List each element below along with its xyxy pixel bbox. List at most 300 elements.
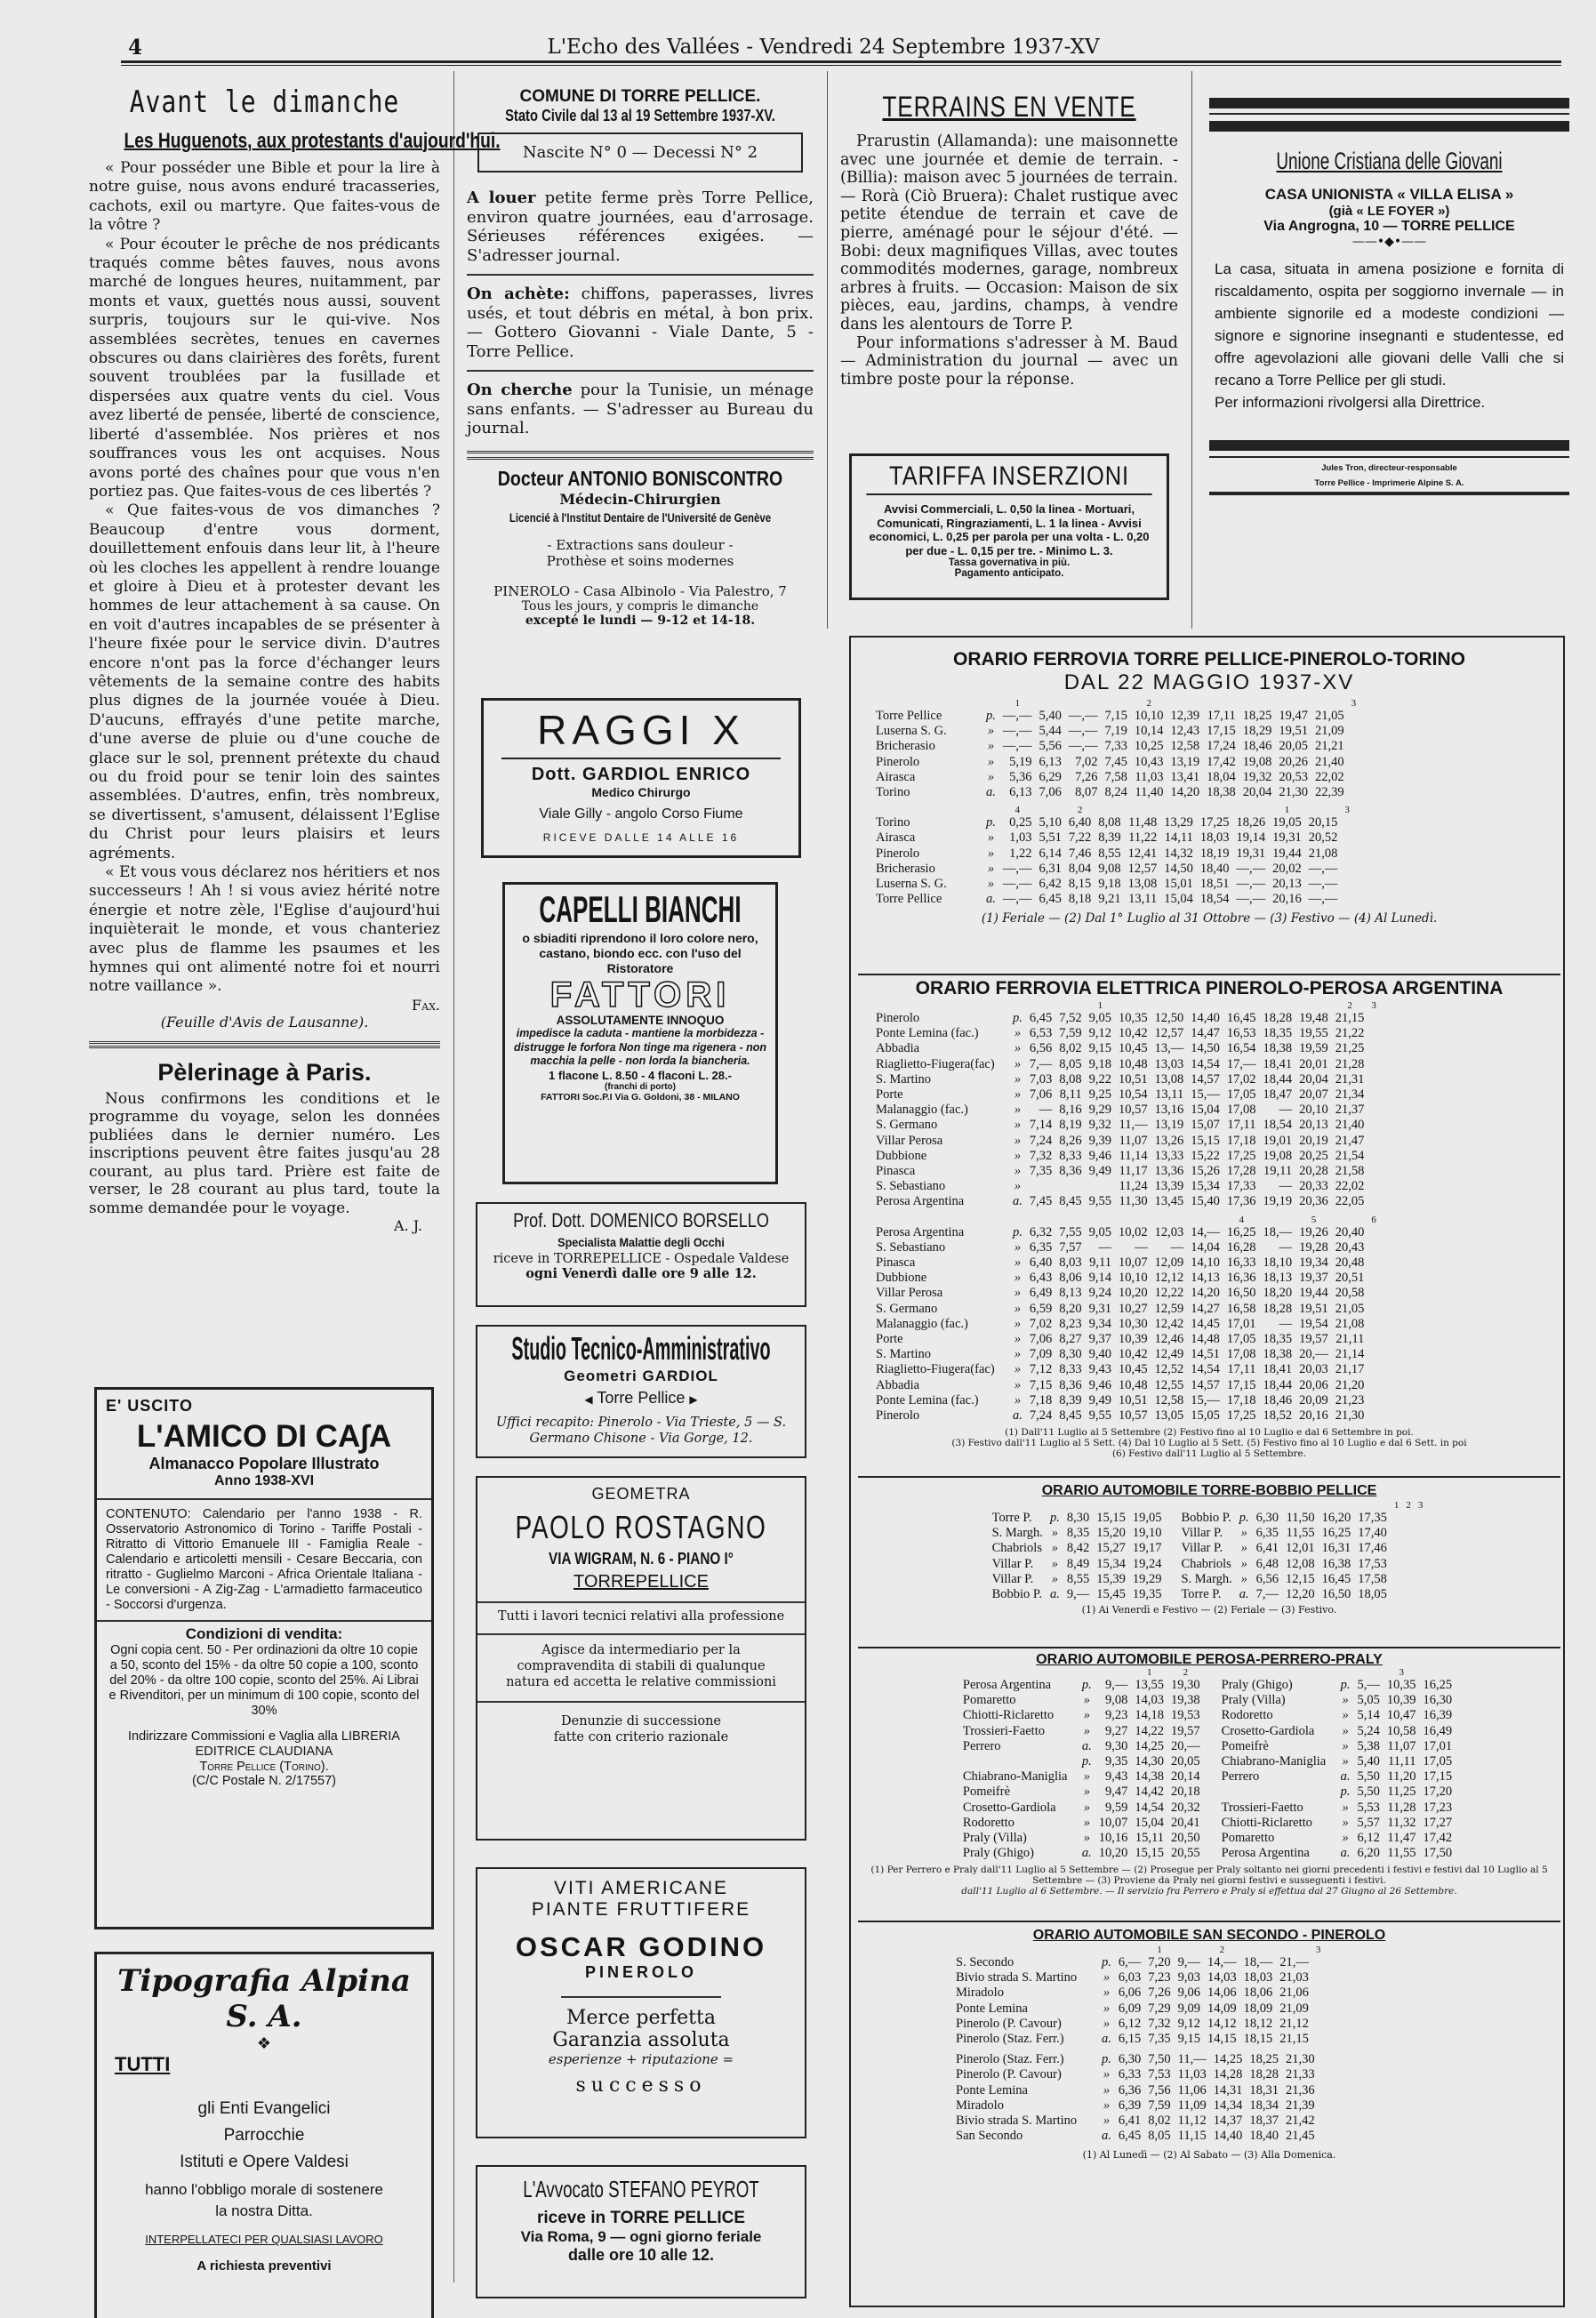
time-cell: 8,55 [1066, 1571, 1090, 1586]
time-cell: 14,38 [1135, 1769, 1164, 1785]
time-cell: 20,40 [1335, 1224, 1365, 1239]
station-name: Crosetto-Gardiola [962, 1800, 1056, 1815]
bonis-line: Licencié à l'Institut Dentaire de l'Université de Genève [509, 510, 772, 525]
time-cell: 7,09 [1029, 1347, 1053, 1362]
time-cell: 7,23 [1148, 1970, 1171, 1985]
timetable-row [956, 2098, 1319, 2113]
footnote-mark [1167, 699, 1204, 709]
time-cell: 20,32 [1171, 1800, 1200, 1815]
timetable-row [876, 1118, 1380, 1133]
station-name: S. Martino [876, 1071, 932, 1087]
timetable-mark: » [1014, 1255, 1022, 1271]
timetable-row [876, 785, 1359, 800]
time-cell: 13,41 [1170, 769, 1200, 784]
station-name: Chiabrano-Maniglia [1221, 1754, 1327, 1769]
timetable-row [876, 1011, 1380, 1026]
unione-top-bars [1209, 98, 1569, 132]
station-name: Ponte Lemina [956, 2001, 1028, 2016]
borsello-ad [476, 1202, 806, 1307]
station-name: Pomeifrè [962, 1785, 1011, 1800]
time-cell: 7,— [1029, 1056, 1053, 1071]
time-cell: 10,10 [1134, 709, 1164, 723]
timetable-row [963, 1678, 1204, 1693]
time-cell: 15,11 [1135, 1831, 1164, 1846]
footnote-mark [1055, 1215, 1085, 1225]
timetable-mark: » [1342, 1708, 1349, 1723]
time-cell: 21,25 [1335, 1041, 1365, 1056]
time-cell: 14,27 [1191, 1301, 1220, 1316]
time-cell: 13,05 [1154, 1408, 1184, 1424]
time-cell: 21,58 [1335, 1164, 1365, 1179]
timetable-footnote-row [956, 1945, 1324, 1955]
station-name: Villar Perosa [876, 1133, 943, 1148]
time-cell: 14,54 [1191, 1056, 1220, 1071]
time-cell: 12,57 [1127, 861, 1158, 876]
timetable-mark: » [987, 739, 995, 754]
time-cell: —,— [1236, 861, 1266, 876]
time-cell: 6,40 [1029, 1255, 1053, 1271]
time-cell: 9,21 [1098, 892, 1121, 907]
timetable-mark: » [1014, 1041, 1022, 1056]
time-cell: 18,12 [1243, 2016, 1273, 2031]
time-cell: 7,18 [1029, 1392, 1053, 1408]
time-cell: 10,57 [1119, 1103, 1148, 1118]
time-cell: 14,34 [1213, 2097, 1243, 2113]
time-cell: 12,09 [1154, 1255, 1184, 1271]
time-cell: 9,40 [1088, 1347, 1111, 1362]
time-cell: 14,22 [1135, 1723, 1164, 1738]
time-cell: 9,12 [1088, 1026, 1111, 1041]
timetable-mark: a. [1340, 1846, 1351, 1861]
timetable-row [956, 1970, 1324, 1985]
ornament-rule [89, 1041, 440, 1048]
time-cell: 15,04 [1164, 892, 1193, 907]
time-cell: 10,16 [1098, 1831, 1128, 1846]
time-cell: 12,01 [1286, 1541, 1315, 1556]
time-cell: 9,09 [1177, 2001, 1200, 2016]
time-cell: — [1279, 1103, 1293, 1118]
time-cell: 11,06 [1177, 2082, 1207, 2097]
capelli-title: CAPELLI BIANCHI [539, 888, 742, 930]
time-cell: 14,57 [1191, 1071, 1220, 1087]
capelli-line: o sbiaditi riprendono il loro colore nero, castano, biondo ecc. con l'uso del Ristoratore [522, 931, 758, 975]
time-cell: 9,29 [1088, 1103, 1111, 1118]
time-cell: 21,39 [1285, 2097, 1315, 2113]
time-cell: 6,45 [1039, 892, 1062, 907]
time-cell: 9,— [1105, 1678, 1128, 1692]
raggi-title: RAGGI X [537, 707, 745, 753]
timetable [1222, 1668, 1456, 1861]
time-cell: 18,35 [1263, 1332, 1293, 1347]
amico-ccp: (C/C Postale N. 2/17557) [192, 1774, 336, 1788]
time-cell: 5,51 [1039, 830, 1062, 846]
orario1-subtitle: DAL 22 MAGGIO 1937-XV [1063, 670, 1355, 694]
time-cell: 20,50 [1171, 1831, 1200, 1846]
time-cell: 20,09 [1299, 1392, 1328, 1408]
time-cell: 20,10 [1299, 1103, 1328, 1118]
time-cell: 7,45 [1029, 1194, 1053, 1209]
time-cell: 16,45 [1226, 1011, 1256, 1025]
time-cell: 5,36 [1009, 769, 1032, 784]
timetable [956, 1945, 1324, 2047]
footnote-mark: 1 [1157, 1945, 1162, 1955]
station-name: Bricherasio [876, 861, 935, 876]
time-cell: 11,48 [1128, 815, 1158, 830]
station-name: Torino [876, 815, 910, 830]
timetable-mark: » [1014, 1056, 1022, 1071]
time-cell: 14,30 [1135, 1754, 1164, 1769]
time-cell: 17,05 [1226, 1087, 1256, 1103]
footnote-mark [1332, 1215, 1368, 1225]
time-cell: 17,24 [1207, 739, 1236, 754]
time-cell: 13,08 [1154, 1071, 1184, 1087]
time-cell: 6,45 [1029, 1011, 1053, 1025]
timetable-row [992, 1572, 1427, 1587]
timetable-mark: » [987, 846, 995, 861]
timetable-mark: » [1103, 2097, 1111, 2113]
timetable-mark: p. [986, 815, 996, 830]
station-name: Porte [876, 1087, 903, 1103]
timetable-row [1222, 1769, 1456, 1785]
time-cell: 17,42 [1207, 754, 1236, 769]
timetable-row [876, 1134, 1380, 1149]
timetable-row [876, 1271, 1380, 1286]
station-name: Chiabrano-Maniglia [962, 1769, 1068, 1785]
timetable-mark: » [1103, 2016, 1111, 2031]
time-cell: 9,39 [1088, 1133, 1111, 1148]
capelli-line: ASSOLUTAMENTE INNOQUO [556, 1014, 725, 1027]
timetable-row [956, 2001, 1324, 2017]
timetable-mark: » [987, 754, 995, 769]
time-cell: 21,20 [1335, 1377, 1365, 1392]
time-cell: 12,03 [1154, 1224, 1184, 1239]
studio-title: Studio Tecnico-Amministrativo [511, 1330, 771, 1367]
tipografia-alpina-ad [94, 1952, 434, 2318]
time-cell: 10,57 [1119, 1408, 1148, 1424]
amico-sub1: Almanacco Popolare Illustrato [148, 1455, 380, 1472]
nascite-box: Nascite N° 0 — Decessi N° 2 [477, 132, 803, 172]
time-cell: —,— [1068, 709, 1098, 723]
timetable-row [963, 1831, 1204, 1846]
time-cell: 11,12 [1177, 2113, 1207, 2129]
time-cell: 12,08 [1286, 1556, 1315, 1571]
timetable-row [876, 1026, 1380, 1041]
orario3-title: ORARIO AUTOMOBILE TORRE-BOBBIO PELLICE [1041, 1483, 1377, 1498]
time-cell: 5,10 [1039, 815, 1062, 830]
station-name: Torre P. [991, 1511, 1032, 1525]
station-name: Praly (Villa) [962, 1831, 1027, 1846]
footnote-mark [1260, 1001, 1296, 1011]
raggi-line: RICEVE DALLE 14 ALLE 16 [542, 831, 740, 844]
time-cell: 12,12 [1154, 1271, 1184, 1286]
station-name: Villar P. [991, 1556, 1034, 1571]
time-cell: 8,11 [1059, 1087, 1082, 1103]
timetable-mark: a. [1340, 1769, 1351, 1785]
time-cell: 13,11 [1155, 1087, 1184, 1103]
footnote-mark [1175, 1945, 1204, 1955]
time-cell: 9,27 [1105, 1723, 1128, 1738]
station-name: Pinasca [876, 1164, 916, 1179]
time-cell: 10,42 [1119, 1026, 1148, 1041]
station-name: Chiotti-Riclaretto [962, 1708, 1055, 1723]
time-cell: 6,53 [1029, 1026, 1053, 1041]
time-cell: 9,— [1177, 1955, 1200, 1969]
time-cell: 14,— [1191, 1224, 1220, 1239]
time-cell: 7,32 [1029, 1148, 1053, 1163]
time-cell: 8,03 [1059, 1255, 1082, 1271]
peyrot-line: dalle ore 10 alle 12. [567, 2246, 715, 2264]
timetable-row [1222, 1708, 1456, 1723]
orario-perosa [858, 978, 1560, 1459]
station-name: Perosa Argentina [876, 1224, 965, 1239]
time-cell: 11,09 [1177, 2097, 1207, 2113]
time-cell: 16,28 [1226, 1239, 1256, 1255]
time-cell: 9,08 [1098, 861, 1121, 876]
time-cell: 6,39 [1118, 2097, 1142, 2113]
time-cell: 7,53 [1148, 2067, 1171, 2082]
orario4-title: ORARIO AUTOMOBILE PEROSA-PERRERO-PRALY [1036, 1652, 1383, 1667]
tariffa-title: TARIFFA INSERZIONI [866, 461, 1151, 495]
timetable-row [876, 846, 1353, 862]
timetable-row [876, 1194, 1380, 1209]
timetable-row [876, 877, 1353, 892]
time-cell: 7,45 [1104, 754, 1127, 769]
footnote-mark [1055, 1001, 1085, 1011]
time-cell: 21,03 [1279, 1970, 1309, 1985]
time-cell: 17,53 [1358, 1556, 1387, 1571]
time-cell: 12,42 [1154, 1316, 1184, 1331]
time-cell: 15,15 [1096, 1511, 1126, 1525]
time-cell: 19,31 [1236, 846, 1266, 861]
time-cell: 6,20 [1357, 1846, 1380, 1861]
time-cell: 15,40 [1191, 1194, 1220, 1209]
footnote-mark: 1 [1097, 1000, 1103, 1011]
time-cell: 9,08 [1105, 1693, 1128, 1708]
achete-text: chiffons, paperasses, livres usés, et tout débris en métal, à bon prix. — Gottero Giovanni - Viale Dante, 5 - Torre Pellice. [467, 285, 814, 361]
time-cell: 6,29 [1039, 769, 1062, 784]
time-cell: 8,33 [1059, 1362, 1082, 1377]
timetable-row [1222, 1816, 1456, 1831]
time-cell: 21,33 [1285, 2067, 1315, 2082]
timetable-mark: » [1083, 1769, 1090, 1785]
time-cell: 13,39 [1154, 1179, 1184, 1194]
time-cell: 8,36 [1059, 1377, 1082, 1392]
bonis-line: - Extractions sans douleur - [547, 536, 734, 553]
time-cell: 20,41 [1171, 1815, 1200, 1830]
time-cell: 12,39 [1170, 709, 1200, 723]
time-cell: 20,36 [1299, 1194, 1328, 1209]
timetable-row [956, 2129, 1319, 2144]
time-cell: 13,33 [1154, 1148, 1184, 1163]
station-name: Bivio strada S. Martino [956, 2113, 1078, 2129]
timetable-mark: » [1014, 1148, 1022, 1163]
imprint-director: Jules Tron, directeur-responsable [1321, 463, 1457, 473]
station-name [1222, 1785, 1337, 1800]
time-cell: 9,22 [1088, 1071, 1111, 1087]
timetable [876, 699, 1359, 800]
time-cell: 21,30 [1279, 785, 1308, 800]
timetable-row [963, 1801, 1204, 1816]
time-cell: — [1279, 1179, 1293, 1194]
time-cell: 9,15 [1177, 2032, 1200, 2047]
time-cell: 19,44 [1272, 846, 1302, 861]
timetable-mark: » [1342, 1754, 1349, 1769]
time-cell: 18,28 [1249, 2067, 1279, 2082]
time-cell: —,— [1068, 739, 1098, 754]
time-cell: 14,40 [1213, 2129, 1243, 2144]
timetable-mark: » [987, 724, 995, 739]
time-cell: 9,49 [1088, 1164, 1111, 1179]
time-cell: 7,35 [1029, 1164, 1053, 1179]
time-cell: 7,22 [1068, 830, 1092, 846]
timetable-mark: » [1342, 1723, 1349, 1738]
footnote-mark: 2 [1183, 1667, 1189, 1678]
timetable-mark: p. [1049, 1511, 1060, 1525]
timetable-mark: » [1342, 1738, 1349, 1753]
timetable-mark: » [1240, 1556, 1247, 1571]
time-cell: 8,45 [1059, 1194, 1082, 1209]
time-cell: 7,19 [1104, 724, 1127, 739]
time-cell: 21,42 [1285, 2113, 1315, 2129]
station-name: Perosa Argentina [1221, 1846, 1310, 1861]
footnote-mark [1275, 699, 1311, 709]
time-cell: 7,06 [1029, 1087, 1053, 1103]
time-cell: 12,41 [1127, 846, 1158, 861]
time-cell: 17,02 [1226, 1071, 1256, 1087]
station-name: Miradolo [956, 2097, 1004, 2113]
time-cell: 16,53 [1226, 1026, 1256, 1041]
raggi-line: Viale Gilly - angolo Corso Fiume [539, 806, 743, 822]
time-cell: 17,25 [1226, 1148, 1256, 1163]
timetable-mark: » [1014, 1316, 1022, 1331]
unione-gia: (già « LE FOYER ») [1328, 204, 1450, 219]
ornament-icon: ——•◆•—— [1351, 235, 1427, 249]
station-name: Bobbio P. [991, 1587, 1043, 1602]
time-cell: 12,46 [1154, 1332, 1184, 1347]
time-cell: 10,20 [1098, 1846, 1128, 1861]
timetable-mark: p. [1081, 1678, 1092, 1692]
unione-bottom-bars [1209, 440, 1569, 476]
time-cell: 19,57 [1299, 1332, 1328, 1347]
time-cell: 8,05 [1059, 1056, 1082, 1071]
tariffa-box [849, 453, 1169, 600]
time-cell: 19,47 [1279, 709, 1308, 723]
time-cell: 20,13 [1272, 877, 1302, 892]
time-cell: 20,05 [1171, 1754, 1200, 1769]
time-cell: 17,23 [1423, 1800, 1453, 1815]
timetable-mark: a. [1102, 2032, 1111, 2047]
time-cell: 7,50 [1148, 2052, 1171, 2067]
timetable-row [963, 1785, 1204, 1800]
time-cell: 17,11 [1227, 1362, 1256, 1377]
capelli-bianchi-ad [502, 882, 778, 1184]
time-cell: 20,02 [1272, 861, 1302, 876]
time-cell: 20,58 [1335, 1286, 1365, 1301]
orario-torino [858, 649, 1560, 925]
timetable-mark: » [1014, 1332, 1022, 1347]
time-cell: 7,02 [1075, 754, 1098, 769]
station-name: Crosetto-Gardiola [1221, 1723, 1315, 1738]
timetable-row [876, 1087, 1380, 1103]
time-cell: 6,49 [1029, 1286, 1053, 1301]
time-cell: 7,46 [1068, 846, 1092, 861]
bonis-line: PINEROLO - Casa Albinolo - Via Palestro, 7 [493, 582, 787, 599]
tipo-title: Tipografia Alpina S. A. [117, 1963, 411, 2034]
station-name: Pinerolo (Staz. Ferr.) [956, 2032, 1064, 2047]
footnote-mark [1102, 699, 1131, 709]
timetable-mark: » [1014, 1164, 1022, 1179]
timetable-mark: » [1014, 1301, 1022, 1316]
time-cell: 11,28 [1387, 1800, 1416, 1815]
amico-sub2: Anno 1938-XVI [213, 1473, 315, 1488]
time-cell: 6,56 [1029, 1041, 1053, 1056]
timetable-mark: » [1342, 1831, 1349, 1846]
footnote-mark [1165, 1501, 1235, 1511]
time-cell: 18,44 [1263, 1377, 1293, 1392]
time-cell: 17,01 [1423, 1738, 1453, 1753]
timetable-row [963, 1846, 1204, 1861]
rostagno-ad [476, 1476, 806, 1841]
station-name: S. Margh. [1181, 1571, 1232, 1586]
time-cell: 6,13 [1009, 785, 1032, 800]
time-cell: 13,45 [1154, 1194, 1184, 1209]
time-cell: 21,47 [1335, 1133, 1365, 1148]
time-cell: 19,38 [1171, 1693, 1200, 1708]
station-name: Rodoretto [1221, 1708, 1273, 1723]
footnote-mark: 1 [1146, 1667, 1152, 1678]
peyrot-line: Via Roma, 9 — ogni giorno feriale [520, 2228, 762, 2245]
time-cell: 20,18 [1171, 1785, 1200, 1800]
timetable [876, 1215, 1380, 1424]
time-cell: 10,39 [1119, 1332, 1148, 1347]
studio-town: Torre Pellice [597, 1389, 686, 1407]
timetable-mark: » [987, 861, 995, 876]
station-name: Praly (Ghigo) [1221, 1678, 1293, 1692]
time-cell: 12,57 [1154, 1026, 1184, 1041]
time-cell: 9,35 [1105, 1754, 1128, 1769]
time-cell: 19,10 [1132, 1526, 1162, 1541]
footnote-mark [1026, 1001, 1055, 1011]
timetable-mark: » [1083, 1815, 1090, 1830]
time-cell: 14,54 [1191, 1362, 1220, 1377]
avant-sign: Fax. [412, 996, 440, 1014]
footnote-mark: 1 [1015, 698, 1020, 709]
station-name: Riaglietto-Fiugera(fac) [876, 1362, 995, 1377]
timetable-mark: » [1240, 1526, 1247, 1541]
timetable-mark: » [1103, 2001, 1111, 2016]
time-cell: 7,20 [1148, 1955, 1171, 1969]
time-cell: 11,07 [1387, 1738, 1416, 1753]
tipo-line: gli Enti Evangelici [197, 2099, 331, 2118]
footnote-mark [1260, 1215, 1296, 1225]
timetable-row [876, 1332, 1380, 1347]
capelli-line: FATTORI Soc.P.I Via G. Goldoni, 38 - MILANO [541, 1091, 740, 1103]
station-name: Pomaretto [962, 1693, 1016, 1708]
time-cell: 20,15 [1308, 815, 1338, 830]
timetable-mark: p. [1013, 1224, 1023, 1239]
time-cell: 7,15 [1029, 1377, 1053, 1392]
footnote-mark: 3 [1371, 1000, 1376, 1011]
time-cell: 14,18 [1135, 1708, 1164, 1723]
time-cell: 1,03 [1009, 830, 1032, 846]
time-cell: 8,08 [1098, 815, 1121, 830]
footnote-mark [1233, 806, 1270, 815]
time-cell: 17,50 [1423, 1846, 1453, 1861]
timetable-row [876, 1103, 1380, 1118]
time-cell: 20,16 [1272, 892, 1302, 907]
timetable-row [876, 1041, 1380, 1056]
station-name: Bobbio P. [1181, 1511, 1231, 1525]
